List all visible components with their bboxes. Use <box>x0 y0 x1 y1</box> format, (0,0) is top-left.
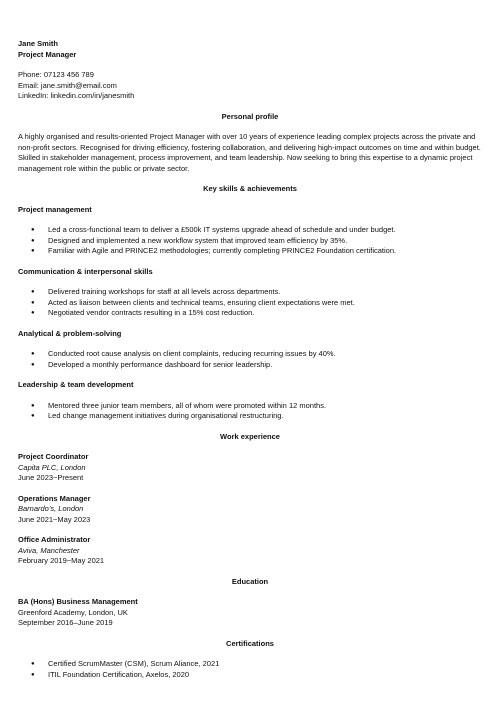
list-item: ● Acted as liaison between clients and technical teams, ensuring client expectations were met. <box>18 298 482 309</box>
section-heading-certifications: Certifications <box>226 638 274 648</box>
skill-group <box>18 329 482 371</box>
list-item: ● Led a cross-functional team to deliver a £500k IT systems upgrade ahead of schedule and under budget. <box>18 225 482 236</box>
header-block <box>18 39 482 102</box>
list-item: ● Developed a monthly performance dashboard for senior leadership. <box>18 360 482 371</box>
list-item: ● Mentored three junior team members, all of whom were promoted within 12 months. <box>18 401 482 412</box>
candidate-title: Project Manager <box>18 49 77 59</box>
skill-list <box>18 287 482 319</box>
school-name: Greenford Academy, London, UK <box>18 607 128 617</box>
list-item: ● Conducted root cause analysis on client complaints, reducing recurring issues by 40%. <box>18 349 482 360</box>
skill-list <box>18 349 482 370</box>
list-item: ● Negotiated vendor contracts resulting in a 15% cost reduction. <box>18 308 482 319</box>
section-heading-education: Education <box>231 576 269 586</box>
job-dates: June 2023−Present <box>18 473 84 482</box>
list-item: ● Led change management initiatives during organisational restructuring. <box>18 411 482 422</box>
education-dates: September 2016–June 2019 <box>18 618 113 627</box>
job-dates: June 2021−May 2023 <box>18 514 91 524</box>
job-role: Office Administrator <box>18 535 91 544</box>
linkedin-line: LinkedIn: linkedin.com/in/janesmith <box>18 91 135 100</box>
skill-group-title: Analytical & problem-solving <box>18 328 122 338</box>
degree-title: BA (Hons) Business Management <box>18 597 138 606</box>
list-item: ● Certified ScrumMaster (CSM), Scrum Aliance, 2021 <box>18 659 482 670</box>
job-entry <box>18 494 482 526</box>
phone-line: Phone: 07123 456 789 <box>18 70 94 79</box>
skill-group <box>18 380 482 422</box>
job-organisation: Aviva, Manchester <box>18 545 80 555</box>
job-organisation: Capita PLC, London <box>18 462 86 472</box>
skill-group-title: Communication & interpersonal skills <box>18 266 153 276</box>
list-item: ● Designed and implemented a new workflow system that improved team efficiency by 35%. <box>18 236 482 247</box>
list-item: ● Delivered training workshops for staff at all levels across departments. <box>18 287 482 298</box>
education-entry <box>18 597 482 629</box>
candidate-name: Jane Smith <box>18 39 59 48</box>
skill-list <box>18 225 482 257</box>
job-role: Operations Manager <box>18 493 91 503</box>
skill-list <box>18 401 482 422</box>
section-heading-experience: Work experience <box>220 431 280 441</box>
skill-group <box>18 267 482 319</box>
list-item: ● ITIL Foundation Certification, Axelos, 2020 <box>18 670 482 681</box>
list-item: ● Familiar with Agile and PRINCE2 methodologies; currently completing PRINCE2 Foundation certification. <box>18 246 482 257</box>
skill-group-title: Project management <box>18 204 92 214</box>
skill-group <box>18 205 482 257</box>
section-heading-profile: Personal profile <box>221 111 279 121</box>
section-heading-skills: Key skills & achievements <box>203 184 297 193</box>
profile-paragraph: A highly organised and results-oriented Project Manager with over 10 years of experience leading complex projects across the private and non-profit sectors. Recognised for driving efficiency, fostering collaboration, and delivering high-impact outcomes on time and within budget. Skilled in stakeholder management, process improvement, and team leadership. Now seeking to bring this expertise to a dynamic project management role within the public or private sector. <box>18 132 481 173</box>
job-dates: February 2019−May 2021 <box>18 556 105 565</box>
certification-list <box>18 659 482 680</box>
email-line: Email: jane.smith@email.com <box>18 80 117 90</box>
job-entry <box>18 452 482 484</box>
job-role: Project Coordinator <box>18 452 89 461</box>
job-organisation: Barnardo’s, London <box>18 504 84 513</box>
job-entry <box>18 535 482 567</box>
skill-group-title: Leadership & team development <box>18 380 134 389</box>
